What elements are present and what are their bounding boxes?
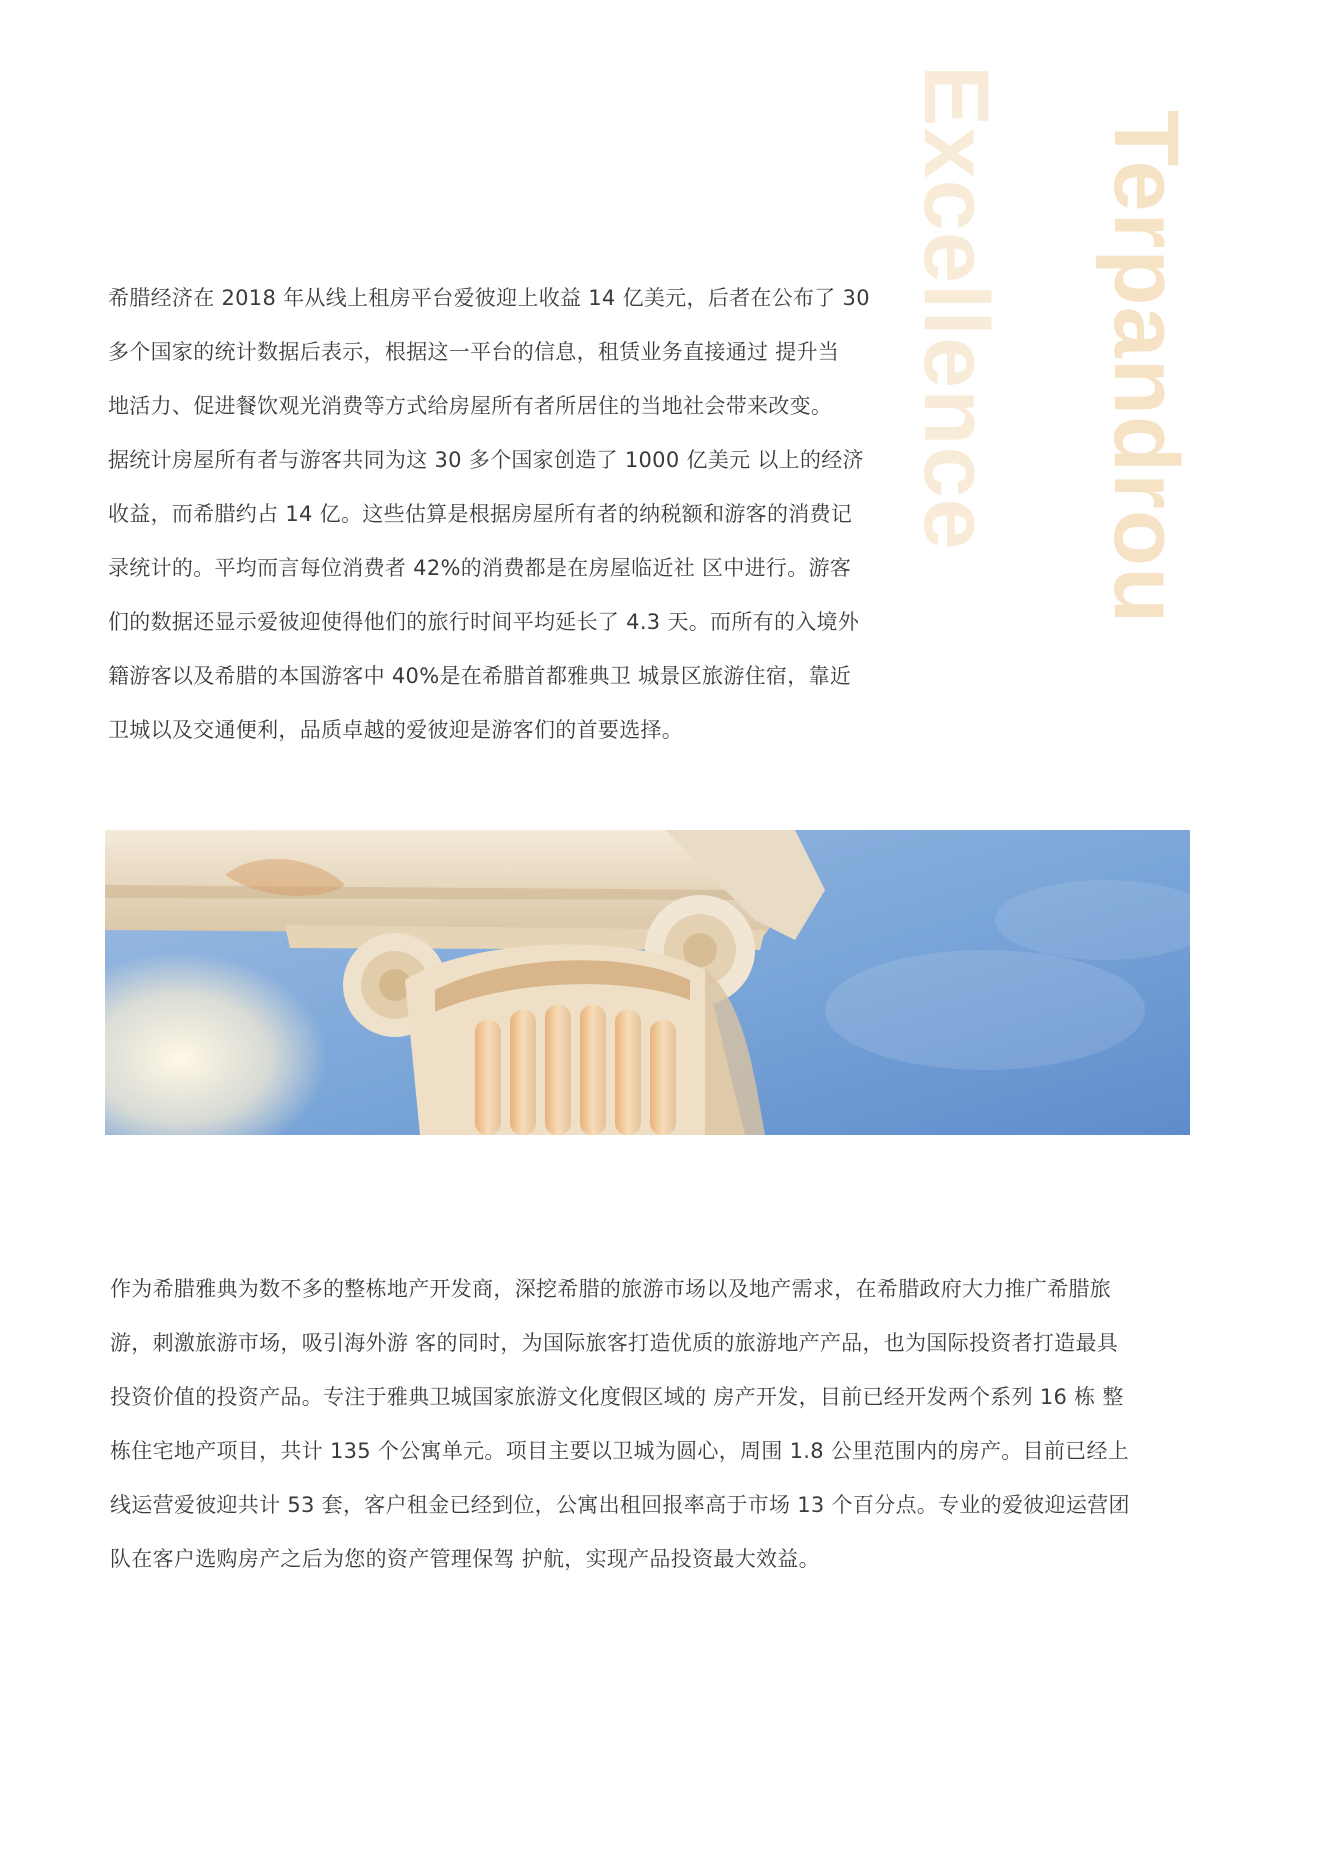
excellence-watermark: Excellence: [905, 65, 1007, 551]
terpandrou-watermark: Terpandrou: [1095, 110, 1197, 625]
ionic-column-banner: [105, 830, 1190, 1135]
ionic-column-illustration: [105, 830, 1190, 1135]
intro-paragraph: [108, 271, 908, 757]
company-paragraph: [110, 1262, 1190, 1586]
paragraph-line: 据统计房屋所有者与游客共同为这 30 多个国家创造了 1000 亿美元 以上的经济: [108, 448, 864, 472]
paragraph-line: 们的数据还显示爱彼迎使得他们的旅行时间平均延长了 4.3 天。而所有的入境外: [108, 610, 860, 634]
paragraph-line: 卫城以及交通便利，品质卓越的爱彼迎是游客们的首要选择。: [108, 718, 684, 742]
paragraph-line: 投资价值的投资产品。专注于雅典卫城国家旅游文化度假区域的 房产开发，目前已经开发两个系列 16 栋 整: [110, 1385, 1124, 1409]
paragraph-line: 籍游客以及希腊的本国游客中 40%是在希腊首都雅典卫 城景区旅游住宿，靠近: [108, 664, 852, 688]
paragraph-line: 地活力、促进餐饮观光消费等方式给房屋所有者所居住的当地社会带来改变。: [108, 394, 833, 418]
paragraph-line: 游，刺激旅游市场，吸引海外游 客的同时，为国际旅客打造优质的旅游地产产品，也为国际投资者打造最具: [110, 1331, 1119, 1355]
paragraph-line: 栋住宅地产项目，共计 135 个公寓单元。项目主要以卫城为圆心，周围 1.8 公里范围内的房产。目前已经上: [110, 1439, 1130, 1463]
paragraph-line: 希腊经济在 2018 年从线上租房平台爱彼迎上收益 14 亿美元，后者在公布了 30: [108, 286, 870, 310]
paragraph-line: 队在客户选购房产之后为您的资产管理保驾 护航，实现产品投资最大效益。: [110, 1547, 820, 1571]
paragraph-line: 多个国家的统计数据后表示，根据这一平台的信息，租赁业务直接通过 提升当: [108, 340, 840, 364]
paragraph-line: 线运营爱彼迎共计 53 套，客户租金已经到位，公寓出租回报率高于市场 13 个百分点。专业的爱彼迎运营团: [110, 1493, 1130, 1517]
paragraph-line: 收益，而希腊约占 14 亿。这些估算是根据房屋所有者的纳税额和游客的消费记: [108, 502, 853, 526]
paragraph-line: 录统计的。平均而言每位消费者 42%的消费都是在房屋临近社 区中进行。游客: [108, 556, 852, 580]
paragraph-line: 作为希腊雅典为数不多的整栋地产开发商，深挖希腊的旅游市场以及地产需求，在希腊政府大力推广希腊旅: [110, 1277, 1112, 1301]
